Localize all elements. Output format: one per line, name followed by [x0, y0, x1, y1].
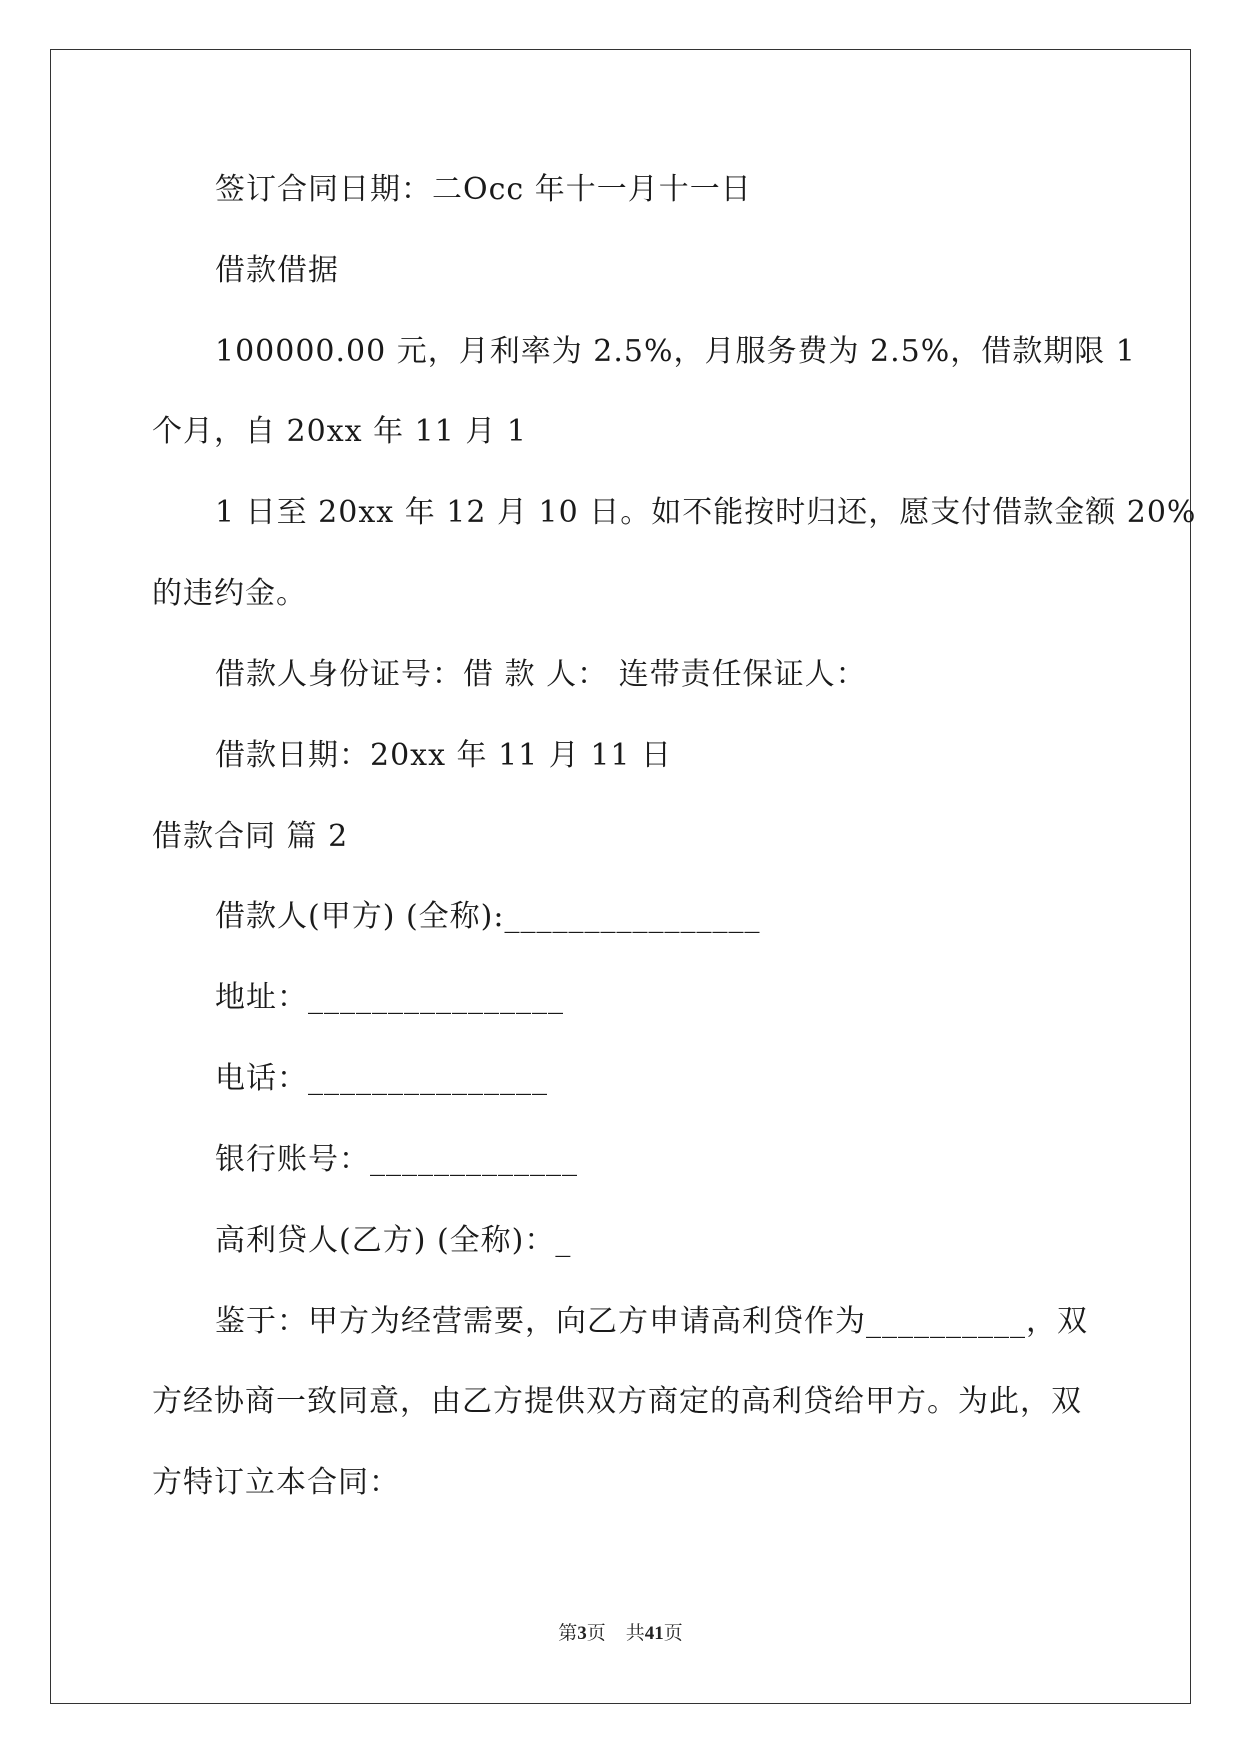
contract-signing-date: 签订合同日期：二Occ 年十一月十一日 — [215, 172, 752, 207]
loan-terms-continued: 个月，自 20xx 年 11 月 1 — [152, 414, 527, 449]
phone-field: 电话：_______________ — [215, 1061, 548, 1096]
loan-receipt-heading: 借款借据 — [215, 253, 339, 288]
page-prefix: 第 — [558, 1623, 578, 1644]
section-heading: 借款合同 篇 2 — [152, 819, 349, 854]
borrower-id-line: 借款人身份证号：借 款 人： 连带责任保证人： — [215, 657, 867, 692]
page-number: 3 — [577, 1623, 587, 1644]
page-footer — [0, 1618, 1241, 1645]
penalty-continued: 的违约金。 — [152, 576, 307, 611]
lender-name-field: 高利贷人(乙方) (全称)：_ — [215, 1223, 572, 1258]
page-border — [50, 49, 1191, 1704]
total-pages: 41 — [644, 1623, 664, 1644]
address-field: 地址：________________ — [215, 980, 564, 1015]
loan-period-penalty: 1 日至 20xx 年 12 月 10 日。如不能按时归还，愿支付借款金额 20% — [215, 495, 1197, 530]
loan-terms-line: 100000.00 元，月利率为 2.5%，月服务费为 2.5%，借款期限 1 — [215, 334, 1136, 369]
whereas-end: 方特订立本合同： — [152, 1465, 400, 1500]
borrower-name-field: 借款人(甲方) (全称):________________ — [215, 899, 761, 934]
total-prefix: 共 — [625, 1623, 645, 1644]
whereas-clause: 鉴于：甲方为经营需要，向乙方申请高利贷作为__________，双 — [215, 1304, 1088, 1339]
whereas-continued: 方经协商一致同意，由乙方提供双方商定的高利贷给甲方。为此，双 — [152, 1384, 1082, 1419]
page-suffix: 页 — [586, 1623, 606, 1644]
loan-date-line: 借款日期：20xx 年 11 月 11 日 — [215, 738, 673, 773]
total-suffix: 页 — [663, 1623, 683, 1644]
bank-account-field: 银行账号：_____________ — [215, 1142, 578, 1177]
